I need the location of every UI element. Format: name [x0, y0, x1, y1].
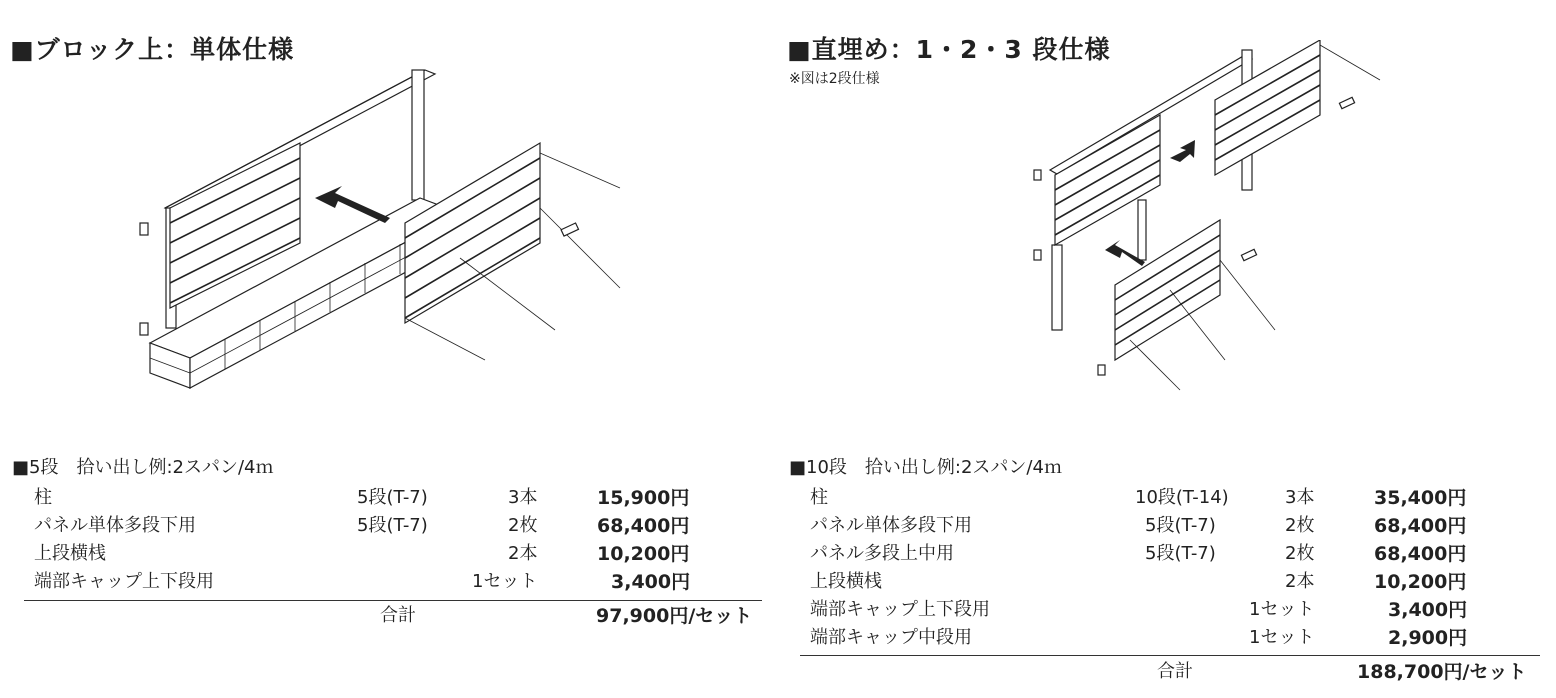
- item-name: 上段横桟: [810, 571, 882, 592]
- total-value: 97,900円/セット: [596, 605, 753, 627]
- item-spec: 5段(T-7): [357, 487, 428, 508]
- item-price: 68,400円: [597, 515, 690, 537]
- item-spec: 5段(T-7): [357, 515, 428, 536]
- item-qty: 2枚: [508, 515, 538, 536]
- item-price: 15,900円: [597, 487, 690, 509]
- total-label: 合計: [380, 605, 416, 626]
- item-price: 68,400円: [1374, 515, 1467, 537]
- item-price: 3,400円: [1388, 599, 1468, 621]
- item-name: 柱: [810, 487, 828, 508]
- item-price: 10,200円: [1374, 571, 1467, 593]
- item-name: パネル多段上中用: [810, 543, 954, 564]
- item-name: 上段横桟: [34, 543, 106, 564]
- item-spec: 5段(T-7): [1145, 515, 1216, 536]
- total-label: 合計: [1157, 661, 1193, 682]
- total-value: 188,700円/セット: [1357, 661, 1527, 683]
- buried-post-fence-illustration: [1020, 40, 1420, 400]
- item-qty: 3本: [1285, 487, 1315, 508]
- item-spec: 10段(T-14): [1135, 487, 1229, 508]
- left-section-heading: ■ブロック上：単体仕様: [10, 35, 295, 64]
- item-price: 10,200円: [597, 543, 690, 565]
- item-name: 端部キャップ上下段用: [810, 599, 990, 620]
- item-spec: 5段(T-7): [1145, 543, 1216, 564]
- right-figure-note: ※図は2段仕様: [789, 71, 880, 87]
- item-price: 68,400円: [1374, 543, 1467, 565]
- table-divider: [800, 655, 1540, 656]
- item-qty: 1セット: [472, 571, 538, 592]
- item-qty: 2本: [508, 543, 538, 564]
- item-qty: 2本: [1285, 571, 1315, 592]
- right-takeoff-heading: ■10段 拾い出し例:2スパン/4ｍ: [789, 457, 1062, 478]
- item-qty: 1セット: [1249, 627, 1315, 648]
- item-qty: 2枚: [1285, 515, 1315, 536]
- item-name: パネル単体多段下用: [34, 515, 196, 536]
- block-top-fence-illustration: [130, 58, 650, 398]
- item-qty: 3本: [508, 487, 538, 508]
- item-name: 端部キャップ上下段用: [34, 571, 214, 592]
- item-price: 3,400円: [611, 571, 691, 593]
- item-name: パネル単体多段下用: [810, 515, 972, 536]
- item-name: 柱: [34, 487, 52, 508]
- item-price: 2,900円: [1388, 627, 1468, 649]
- left-takeoff-heading: ■5段 拾い出し例:2スパン/4ｍ: [12, 457, 274, 478]
- item-qty: 2枚: [1285, 543, 1315, 564]
- item-name: 端部キャップ中段用: [810, 627, 972, 648]
- right-takeoff-table: [0, 484, 1556, 698]
- item-price: 35,400円: [1374, 487, 1467, 509]
- item-qty: 1セット: [1249, 599, 1315, 620]
- right-section-heading: ■直埋め：1・2・3 段仕様: [787, 35, 1111, 64]
